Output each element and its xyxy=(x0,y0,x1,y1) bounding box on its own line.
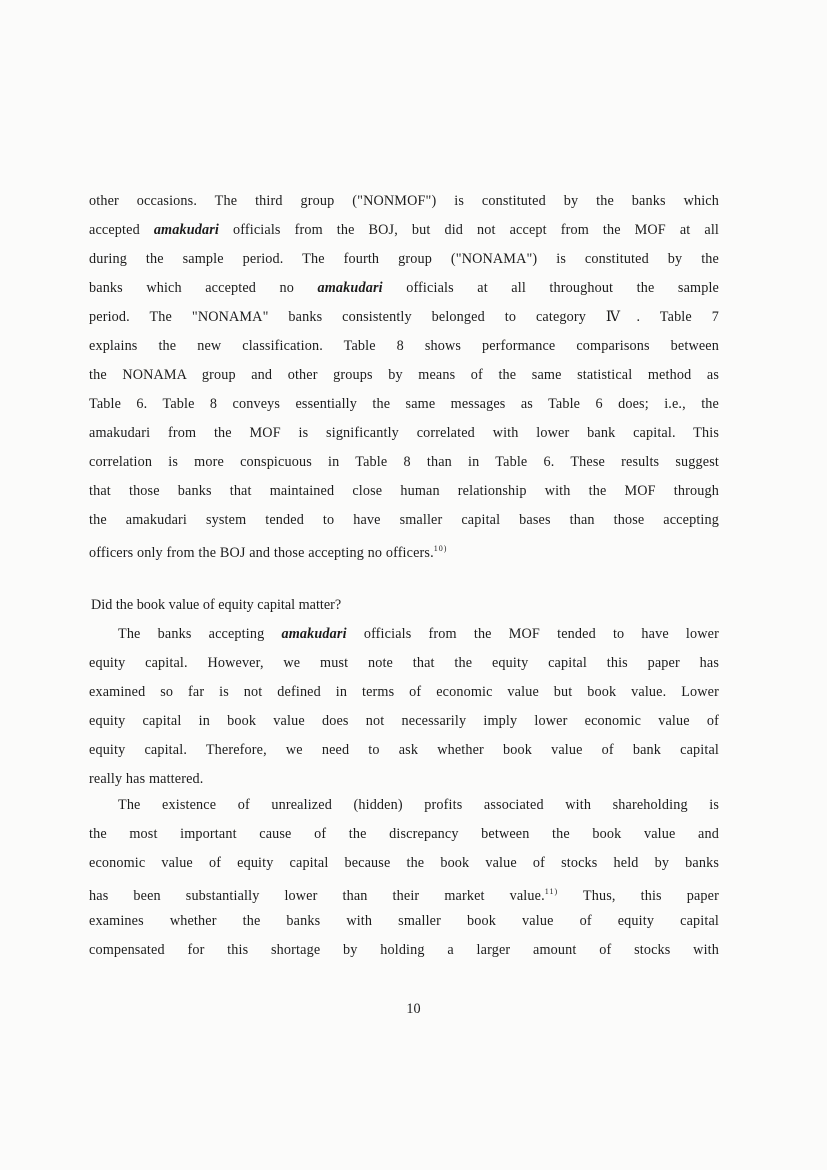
text-line: equity capital in book value does not necessarily imply lower economic value of xyxy=(89,713,719,729)
text-line: really has mattered. xyxy=(89,771,204,787)
text-line: the NONAMA group and other groups by means of the same statistical method as xyxy=(89,367,719,383)
text-line: examines whether the banks with smaller book value of equity capital xyxy=(89,913,719,929)
text-line: compensated for this shortage by holding a larger amount of stocks with xyxy=(89,942,719,958)
text-line: other occasions. The third group ("NONMOF") is constituted by the banks which xyxy=(89,193,719,209)
text-line: correlation is more conspicuous in Table 8 than in Table 6. These results suggest xyxy=(89,454,719,470)
text-fragment: officials at all throughout the sample xyxy=(382,280,719,296)
text-line: examined so far is not defined in terms of economic value but book value. Lower xyxy=(89,684,719,700)
page-number: 10 xyxy=(406,1001,421,1017)
italic-term: amakudari xyxy=(317,280,383,296)
text-line xyxy=(118,625,719,643)
text-line: equity capital. Therefore, we need to ask whether book value of bank capital xyxy=(89,742,719,758)
text-line: the amakudari system tended to have smaller capital bases than those accepting xyxy=(89,512,719,528)
italic-term: amakudari xyxy=(153,222,220,238)
text-fragment: banks which accepted no xyxy=(89,280,318,296)
text-fragment: officials from the MOF tended to have lower xyxy=(346,626,719,642)
text-fragment: Thus, this paper xyxy=(558,888,719,904)
text-line: during the sample period. The fourth group ("NONAMA") is constituted by the xyxy=(89,251,719,267)
text-fragment: The banks accepting xyxy=(118,626,282,642)
footnote-reference: 10) xyxy=(433,544,448,553)
text-fragment: officials from the BOJ, but did not accept from the MOF at all xyxy=(219,222,719,238)
text-line xyxy=(89,221,719,239)
text-line xyxy=(89,540,719,562)
text-fragment: officers only from the BOJ and those accepting no officers. xyxy=(89,545,434,561)
text-line: that those banks that maintained close human relationship with the MOF through xyxy=(89,483,719,499)
text-fragment: has been substantially lower than their market value. xyxy=(89,888,545,904)
text-line xyxy=(89,279,719,297)
text-line: equity capital. However, we must note that the equity capital this paper has xyxy=(89,655,719,671)
text-line: the most important cause of the discrepancy between the book value and xyxy=(89,826,719,842)
text-fragment: accepted xyxy=(89,222,154,238)
text-line: Table 6. Table 8 conveys essentially the same messages as Table 6 does; i.e., the xyxy=(89,396,719,412)
text-line: economic value of equity capital because the book value of stocks held by banks xyxy=(89,855,719,871)
text-line xyxy=(89,883,719,905)
section-heading: Did the book value of equity capital matter? xyxy=(91,597,342,613)
text-line: explains the new classification. Table 8 shows performance comparisons between xyxy=(89,338,719,354)
text-line: amakudari from the MOF is significantly correlated with lower bank capital. This xyxy=(89,425,719,441)
text-line: The existence of unrealized (hidden) profits associated with shareholding is xyxy=(118,797,719,813)
footnote-reference: 11) xyxy=(544,887,559,896)
italic-term: amakudari xyxy=(281,626,347,642)
text-line: period. The "NONAMA" banks consistently belonged to category Ⅳ. Table 7 xyxy=(89,309,719,325)
